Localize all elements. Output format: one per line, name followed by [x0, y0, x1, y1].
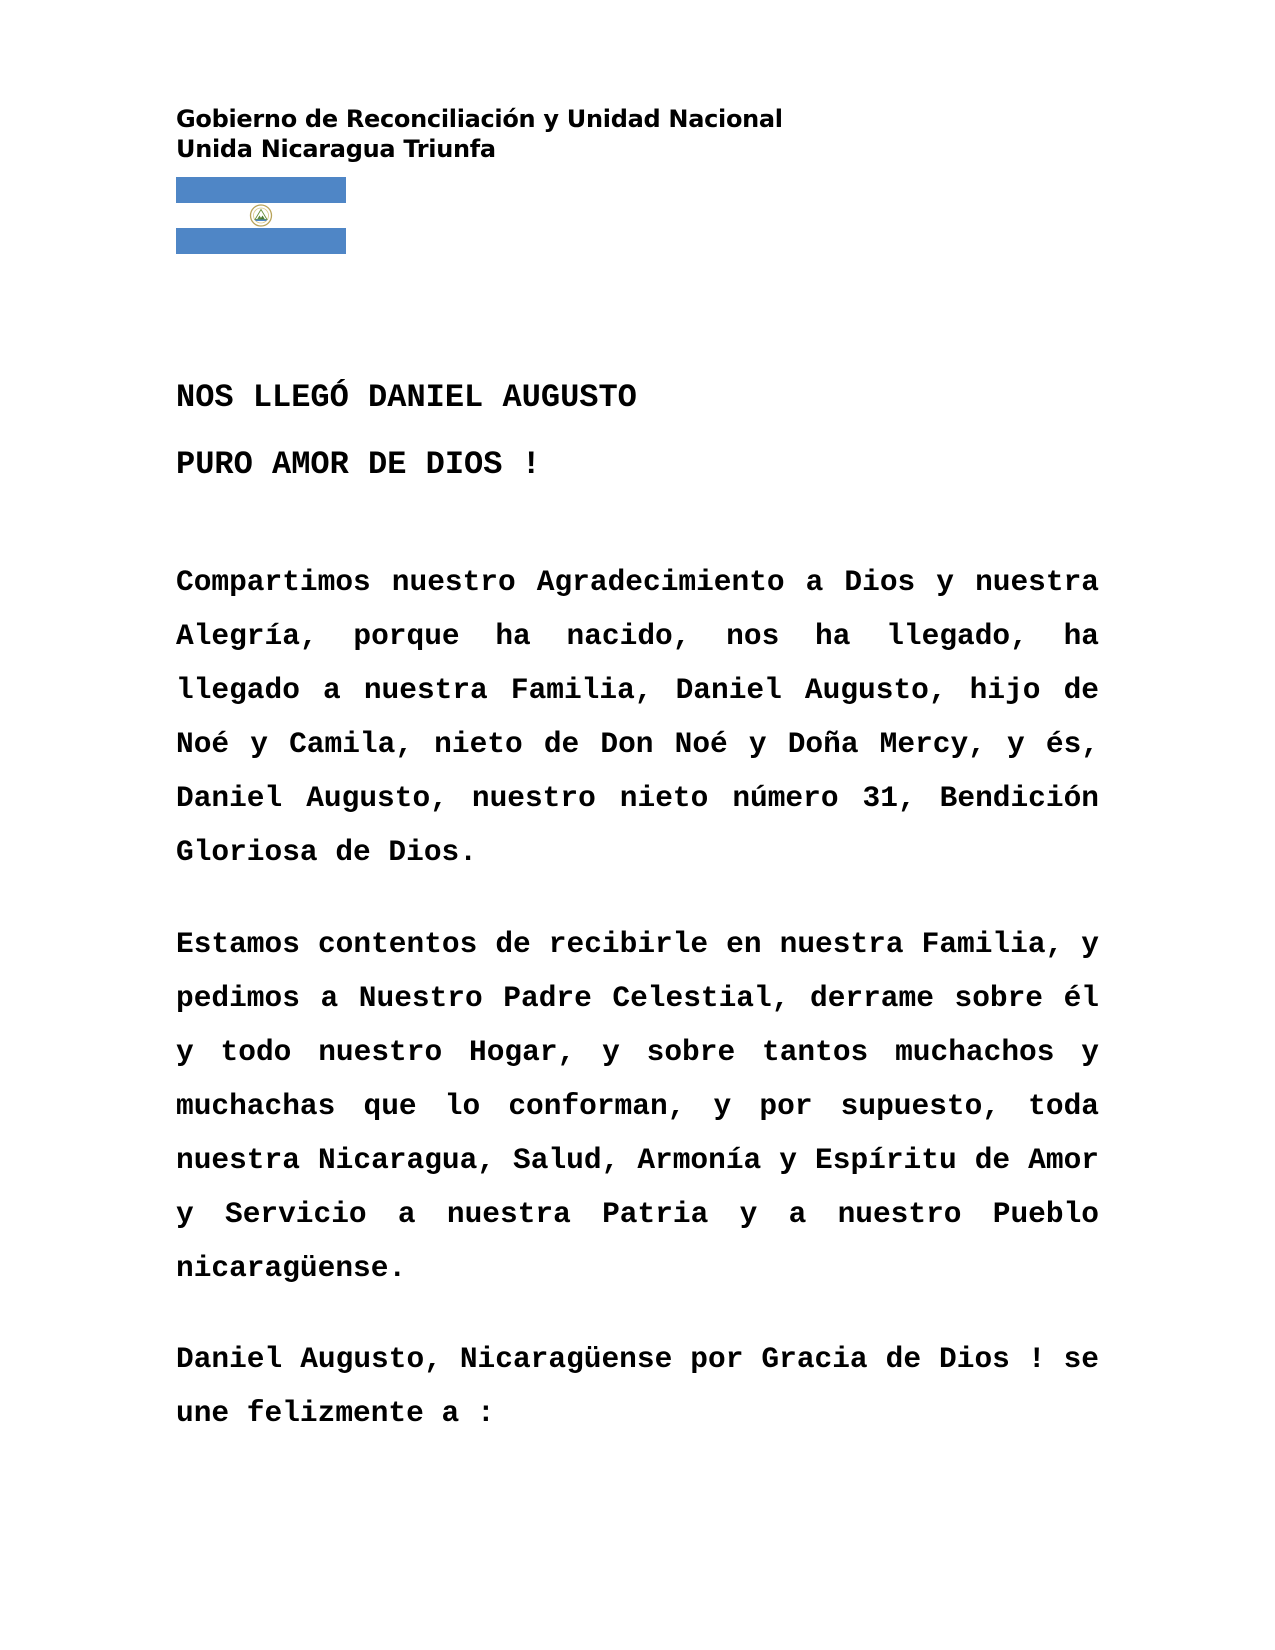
- letterhead-slogan: Unida Nicaragua Triunfa: [176, 135, 496, 163]
- headline-line-1: NOS LLEGÓ DANIEL AUGUSTO: [176, 379, 637, 416]
- coat-of-arms-icon: [248, 204, 274, 227]
- flag-stripe-top: [176, 177, 346, 203]
- flag-stripe-bottom: [176, 228, 346, 254]
- letterhead-government-name: Gobierno de Reconciliación y Unidad Nacional: [176, 105, 783, 133]
- flag-stripe-middle: [176, 203, 346, 228]
- nicaragua-flag-icon: [176, 177, 346, 254]
- body-paragraph-3: Daniel Augusto, Nicaragüense por Gracia de Dios ! se une felizmente a :: [176, 1342, 1099, 1430]
- letterhead: [176, 104, 783, 164]
- body-paragraph-2: Estamos contentos de recibirle en nuestra Familia, y pedimos a Nuestro Padre Celestial, derrame sobre él y todo nuestro Hogar, y sobre tantos muchachos y muchachas que lo conforman, y por supuesto, toda nuestra Nicaragua, Salud, Armonía y Espíritu de Amor y Servicio a nuestra Patria y a nuestro Pueblo nicaragüense.: [176, 927, 1099, 1285]
- headline-line-2: PURO AMOR DE DIOS !: [176, 446, 541, 483]
- body-paragraph-1: Compartimos nuestro Agradecimiento a Dios y nuestra Alegría, porque ha nacido, nos ha llegado, ha llegado a nuestra Familia, Daniel Augusto, hijo de Noé y Camila, nieto de Don Noé y Doña Mercy, y és, Daniel Augusto, nuestro nieto número 31, Bendición Gloriosa de Dios.: [176, 565, 1099, 869]
